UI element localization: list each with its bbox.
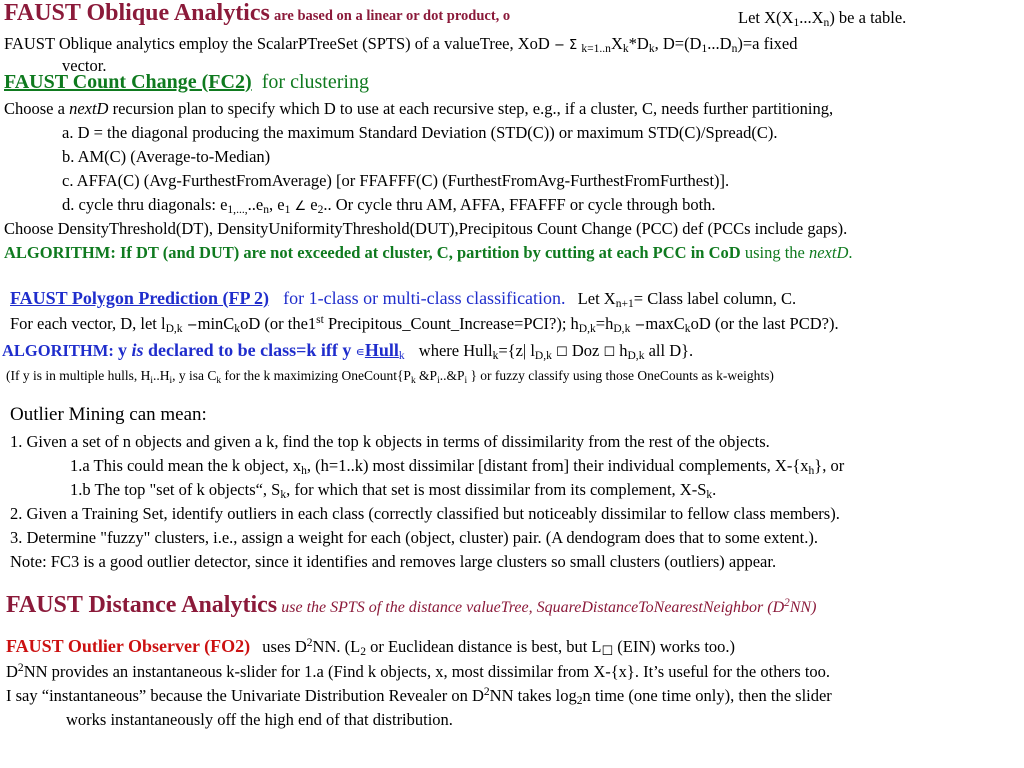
plan-item-b: b. AM(C) (Average-to-Median) (62, 147, 271, 166)
oblique-analytics-title: FAUST Oblique Analytics (4, 0, 270, 26)
outlier-item-1b: 1.b The top "set of k objects“, $S_k$, for which that set is most dissimilar from its complement, $X-S_k$. (70, 480, 717, 501)
instantaneous-line: I say “instantaneous” because the Univariate Distribution Revealer on $D^2NN$ takes $\log_2n$ time (one time only), then the slider (6, 686, 832, 707)
outlier-item-1a: 1.a This could mean the k object, $x_h$, (h=1..k) most dissimilar [distant from] their individual complements, $X-\{x_h\}$, or (70, 456, 845, 477)
element-of-icon: ∊ (355, 345, 365, 360)
fp2-title: FAUST Polygon Prediction (FP 2) (10, 288, 269, 308)
outlier-item-1: 1. Given a set of n objects and given a k, find the top k objects in terms of dissimilarity from the rest of the objects. (10, 432, 770, 451)
nextd-plan: Choose a nextD recursion plan to specify which D to use at each recursive step, e.g., if a cluster, C, needs further partitioning, (4, 99, 834, 118)
fp2-algorithm: ALGORITHM: y is declared to be class=k iff y ∊Hull$_k$ where Hull$_k$={z| $l_{D,k}$ ☐ Doz ☐ $h_{D,k}$ all D}. (2, 340, 694, 362)
outlier-note: Note: FC3 is a good outlier detector, since it identifies and removes large clusters so small clusters (outliers) appear. (10, 552, 777, 571)
d2nn-slider-line: $D^2NN$ provides an instantaneous k-slider for 1.a (Find k objects, x, most dissimilar from X-{x}. It’s useful for the others too. (6, 662, 831, 681)
fc2-heading (4, 72, 369, 93)
distance-title-line (6, 592, 817, 618)
equiv-icon: − (634, 318, 646, 333)
fo2-line: FAUST Outlier Observer (FO2) uses $D^2NN$. ($L_2$ or Euclidean distance is best, but $L_☐$ (EIN) works too.) (6, 636, 736, 659)
plan-item-c: c. AFFA(C) (Avg-FurthestFromAverage) [or FFAFFF(C) (FurthestFromAvg-FurthestFromFurthest)]. (62, 171, 730, 190)
fc2-purpose: for clustering (261, 71, 369, 93)
outlier-item-3: 3. Determine "fuzzy" clusters, i.e., assign a weight for each (object, cluster) pair. (A dendogram does that to some extent.). (10, 528, 818, 547)
multiple-hulls-note: (If y is in multiple hulls, $H_i..H_i$, y isa $C_k$ for the k maximizing $OneCount\{P_k$ $\&P_i..\&P_i$ } or fuzzy classify using those OneCounts as k-weights) (6, 368, 774, 386)
leq-icon: ☐ (603, 345, 616, 360)
infinity-icon: ☐ (601, 644, 614, 659)
fp2-definition: For each vector, D, let $l_{D,k} -\min C_koD$ (or the1st Precipitous_Count_Increase=PCI?); $h_{D,k}=h_{D,k} -\max C_koD$ (or the last PCD?). (10, 314, 839, 335)
fc2-title: FAUST Count Change (FC2) (4, 71, 252, 93)
plan-item-d: d. cycle thru diagonals: $e_{1,...,}..e_n$, $e_1$ ∠ $e_2$.. Or cycle thru AM, AFFA, FFAFFF or cycle through both. (62, 195, 716, 216)
plan-item-a: a. D = the diagonal producing the maximum Standard Deviation (STD(C)) or maximum STD(C)/Spread(C). (62, 123, 778, 142)
distance-analytics-title: FAUST Distance Analytics (6, 592, 278, 618)
instantaneous-line-wrap: works instantaneously off the high end of that distribution. (66, 710, 453, 729)
outlier-mining-heading: Outlier Mining can mean: (10, 404, 207, 425)
plus-icon: ∠ (294, 199, 307, 214)
sum-icon: Σ (568, 38, 578, 53)
fp2-purpose: for 1-class or multi-class classification. (283, 288, 566, 308)
fo2-title: FAUST Outlier Observer (FO2) (6, 636, 251, 656)
oblique-description: FAUST Oblique analytics employ the ScalarPTreeSet (SPTS) of a valueTree, XoD − Σ $_{k=1..n}X_k*D_k$, $D=(D_1...D_n)=a$ fixed (4, 34, 798, 55)
threshold-line: Choose DensityThreshold(DT), DensityUniformityThreshold(DUT),Precipitous Count Change (PCC) def (PCCs include gaps). (4, 219, 848, 238)
equiv-icon: − (186, 318, 198, 333)
fp2-heading: FAUST Polygon Prediction (FP 2) for 1-class or multi-class classification. Let $X_{n+1}=$ Class label column, C. (10, 288, 797, 310)
equiv-icon: − (553, 38, 565, 53)
oblique-title-line (4, 0, 511, 26)
fc2-algorithm: ALGORITHM: If DT (and DUT) are not exceeded at cluster, C, partition by cutting at each PCC in CoD using the nextD. (4, 243, 853, 262)
leq-icon: ☐ (556, 345, 568, 360)
distance-analytics-subtitle: use the SPTS of the distance valueTree, SquareDistanceToNearestNeighbor $(D^2NN)$ (281, 597, 817, 616)
oblique-description-wrap: vector. (62, 56, 107, 75)
oblique-analytics-subtitle: are based on a linear or dot product, o (273, 8, 511, 24)
table-definition: Let $X(X_1...X_n)$ be a table. (738, 8, 907, 29)
outlier-item-2: 2. Given a Training Set, identify outliers in each class (correctly classified but noticeably dissimilar to fellow class members). (10, 504, 840, 523)
